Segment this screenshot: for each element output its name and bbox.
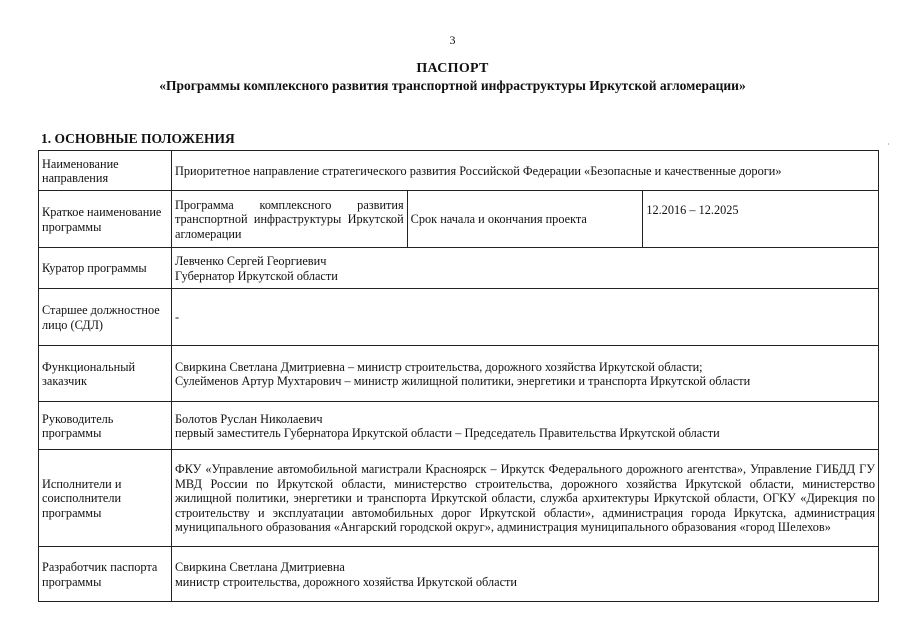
customer-line-2: Сулейменов Артур Мухтарович – министр жилищной политики, энергетики и транспорта Иркутской области	[175, 374, 751, 388]
table-row-executors	[39, 450, 879, 547]
row-label: Разработчик паспорта программы	[39, 547, 172, 602]
row-label: Старшее должностное лицо (СДЛ)	[39, 289, 172, 346]
developer-position: министр строительства, дорожного хозяйства Иркутской области	[175, 574, 517, 589]
table-row-short-name	[39, 191, 879, 248]
row-value: Приоритетное направление стратегического развития Российской Федерации «Безопасные и качественные дороги»	[172, 151, 879, 191]
row-value	[172, 346, 879, 402]
row-label: Куратор программы	[39, 248, 172, 289]
row-value: -	[172, 289, 879, 346]
row-label: Исполнители и соисполнители программы	[39, 450, 172, 547]
row-label: Наименование направления	[39, 151, 172, 191]
row-label: Руководитель программы	[39, 402, 172, 450]
row-value: Программа комплексного развития транспортной инфраструктуры Иркутской агломерации	[172, 191, 408, 248]
row-value	[172, 402, 879, 450]
document-title: ПАСПОРТ	[416, 61, 489, 76]
table-row-customer	[39, 346, 879, 402]
term-label: Срок начала и окончания проекта	[407, 191, 643, 248]
row-value	[172, 248, 879, 289]
term-value: 12.2016 – 12.2025	[643, 191, 879, 248]
head-name: Болотов Руслан Николаевич	[175, 411, 323, 426]
row-value	[172, 547, 879, 602]
passport-table	[38, 150, 879, 602]
section-heading: 1. ОСНОВНЫЕ ПОЛОЖЕНИЯ	[41, 131, 235, 146]
table-row-sdl	[39, 289, 879, 346]
row-value: ФКУ «Управление автомобильной магистрали Красноярск – Иркутск Федерального дорожного агентства», Управление ГИБДД ГУ МВД России по Иркутской области, министерство строительства, дорожного хозяйства Иркутской области, министерство жилищной политики, энергетики и транспорта Иркутской области, служба архитектуры Иркутской области, ОГКУ «Дирекция по строительству и эксплуатации автомобильных дорог Иркутской области», администрация города Иркутска, администрация муниципального образования «Ангарский городской округ», администрация муниципального образования «город Шелехов»	[172, 450, 879, 547]
row-label: Функциональный заказчик	[39, 346, 172, 402]
page-number: 3	[449, 33, 456, 47]
customer-line-1: Свиркина Светлана Дмитриевна – министр строительства, дорожного хозяйства Иркутской области;	[175, 359, 703, 374]
table-row-head	[39, 402, 879, 450]
curator-name: Левченко Сергей Георгиевич	[175, 254, 327, 269]
curator-position: Губернатор Иркутской области	[175, 268, 338, 283]
table-row-developer	[39, 547, 879, 602]
document-subtitle: «Программы комплексного развития транспортной инфраструктуры Иркутской агломерации»	[159, 78, 746, 93]
table-row-curator	[39, 248, 879, 289]
developer-name: Свиркина Светлана Дмитриевна	[175, 560, 345, 575]
head-position: первый заместитель Губернатора Иркутской области – Председатель Правительства Иркутской области	[175, 426, 720, 440]
table-row-direction	[39, 151, 879, 191]
margin-mark: ·	[887, 140, 890, 149]
row-label: Краткое наименование программы	[39, 191, 172, 248]
